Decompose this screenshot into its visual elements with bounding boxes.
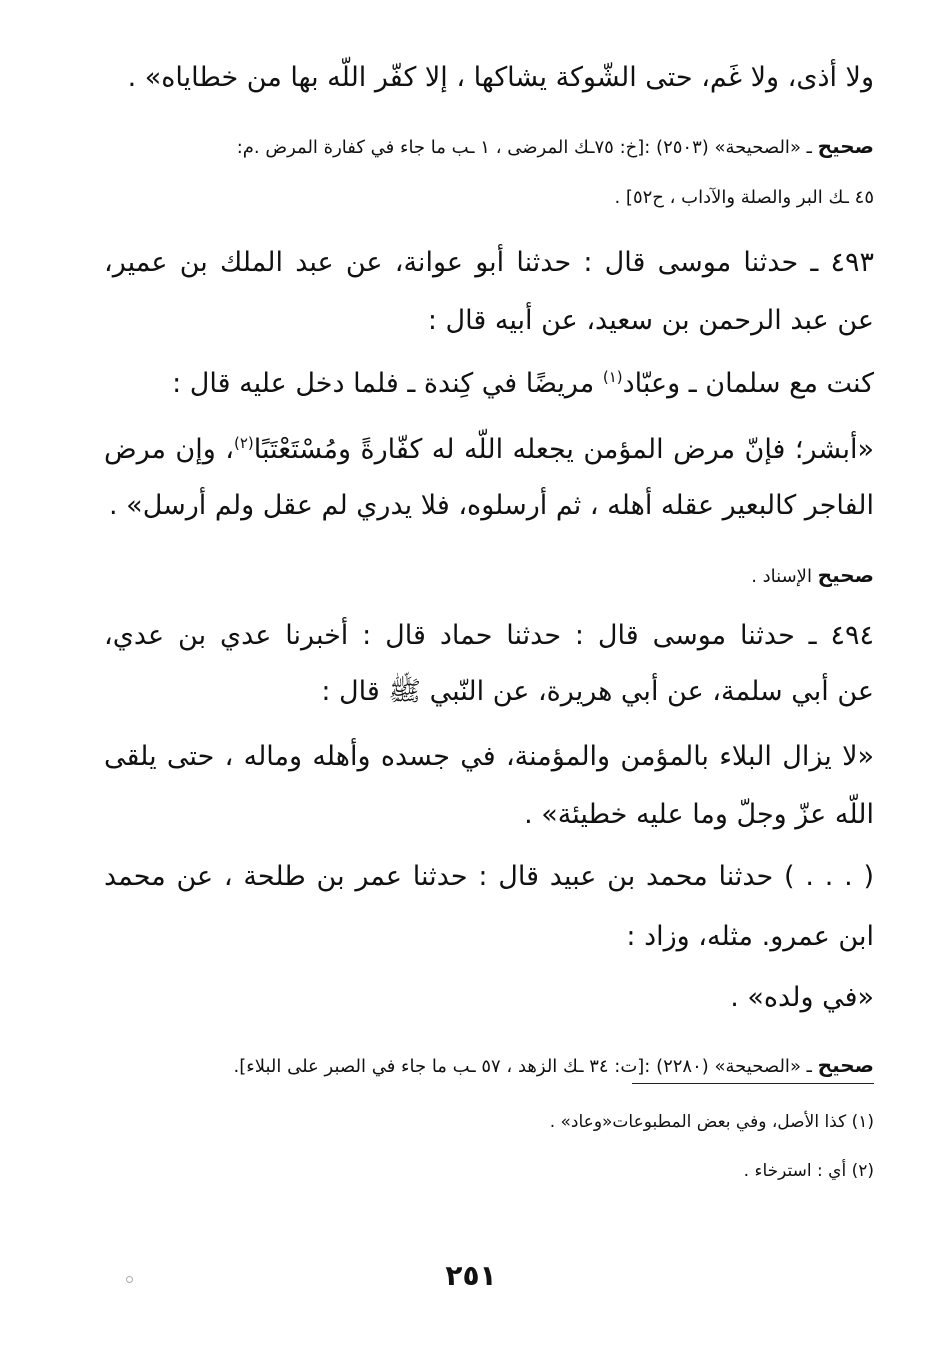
footnote-separator (632, 1083, 874, 1084)
scan-speck (126, 1276, 133, 1283)
text-line-1: ولا أذى، ولا غَم، حتى الشّوكة يشاكها ، إلا كفّر اللّه بها من خطاياه» . (127, 62, 874, 93)
hadith-493-text: كنت مع سلمان ـ وعبّاد (622, 368, 874, 399)
hadith-493-line-1: ٤٩٣ ـ حدثنا موسى قال : حدثنا أبو عوانة، عن عبد الملك بن عمير، (104, 247, 874, 278)
grade-word: صحيح (817, 134, 874, 158)
footnote-marker-2: (٢) (233, 434, 254, 452)
grade-reference: ـ «الصحيحة» (٢٢٨٠) :[ت: ٣٤ ـك الزهد ، ٥٧ ـب ما جاء في الصبر على البلاء]. (233, 1056, 818, 1077)
footnote-2: (٢) أي : استرخاء . (743, 1161, 874, 1181)
grade-line-3 (104, 1053, 874, 1078)
hadith-494-line-6: ابن عمرو. مثله، وزاد : (626, 921, 874, 952)
hadith-493-text: مريضًا في كِندة ـ فلما دخل عليه قال : (172, 368, 603, 399)
grade-line-1-continued: ٤٥ ـك البر والصلة والآداب ، ح٥٢] . (614, 187, 874, 208)
grade-reference: ـ «الصحيحة» (٢٥٠٣) :[خ: ٧٥ـك المرضى ، ١ ـب ما جاء في كفارة المرض .م: (236, 137, 818, 158)
grade-reference: الإسناد . (751, 566, 818, 587)
page-number: ٢٥١ (445, 1259, 497, 1292)
hadith-493-line-3 (104, 368, 874, 400)
hadith-494-line-4: اللّه عزّ وجلّ وما عليه خطيئة» . (524, 799, 874, 830)
hadith-494-line-2: عن أبي سلمة، عن أبي هريرة، عن النّبي ﷺ قال : (321, 676, 874, 707)
hadith-493-line-5: الفاجر كالبعير عقله أهله ، ثم أرسلوه، فلا يدري لم عقل ولم أرسل» . (109, 490, 874, 521)
hadith-494-line-3: «لا يزال البلاء بالمؤمن والمؤمنة، في جسده وأهله وماله ، حتى يلقى (104, 741, 874, 772)
hadith-493-text: «أبشر؛ فإنّ مرض المؤمن يجعله اللّه له كفّارةً ومُسْتَعْتَبًا (253, 434, 874, 465)
footnote-1: (١) كذا الأصل، وفي بعض المطبوعات«وعاد» . (549, 1112, 874, 1132)
hadith-493-text: ، وإن مرض (104, 434, 234, 465)
grade-line-2 (104, 563, 874, 588)
hadith-493-line-2: عن عبد الرحمن بن سعيد، عن أبيه قال : (427, 305, 874, 336)
hadith-494-line-1: ٤٩٤ ـ حدثنا موسى قال : حدثنا حماد قال : أخبرنا عدي بن عدي، (104, 620, 874, 651)
hadith-494-line-5: ( . . . ) حدثنا محمد بن عبيد قال : حدثنا عمر بن طلحة ، عن محمد (104, 861, 874, 892)
grade-word: صحيح (817, 563, 874, 587)
grade-line-1 (104, 134, 874, 159)
footnote-marker-1: (١) (602, 368, 623, 386)
hadith-493-line-4 (104, 434, 874, 466)
hadith-494-line-7: «في ولده» . (730, 982, 874, 1013)
grade-word: صحيح (817, 1053, 874, 1077)
